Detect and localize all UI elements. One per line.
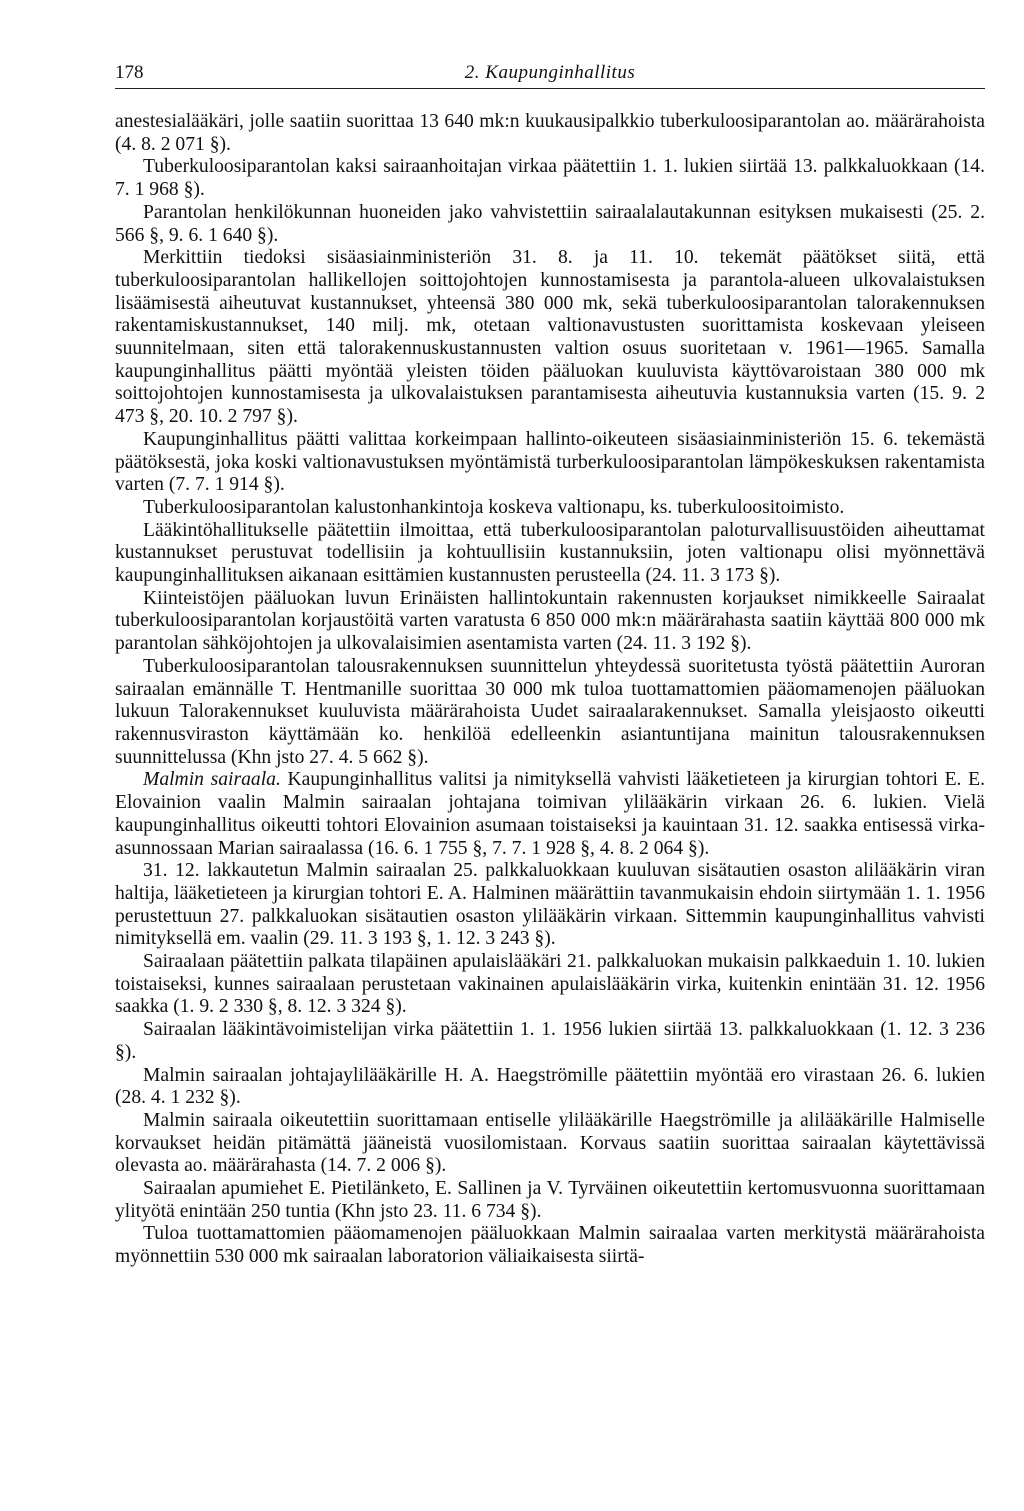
page-number: 178 bbox=[115, 62, 144, 83]
body-text bbox=[115, 111, 985, 1269]
section-heading: Malmin sairaala. bbox=[143, 769, 281, 791]
header-rule bbox=[115, 88, 985, 89]
paragraph: Merkittiin tiedoksi sisäasiainministeriön 31. 8. ja 11. 10. tekemät päätökset siitä, että tuberkuloosiparantolan hallikellojen soittojohtojen kunnostamisesta ja parantola-alueen ulkovalaistuksen lisäämisestä aiheutuvat kustannukset, yhteensä 380 000 mk, sekä tuberkuloosiparantolan talorakennuksen rakentamiskustannukset, 140 milj. mk, otetaan valtionavustusten suorittamista koskevaan yleiseen suunnitelmaan, siten että talorakennuskustannusten valtion osuus suoritetaan v. 1961—1965. Samalla kaupunginhallitus päätti myöntää yleisten töiden pääluokan kuuluvista käyttövaroistaan 380 000 mk soittojohtojen kunnostamisesta ja ulkovalaistuksen parantamisesta aiheutuvia kustannuksia varten (15. 9. 2 473 §, 20. 10. 2 797 §). bbox=[115, 247, 985, 428]
paragraph: Tuberkuloosiparantolan kaksi sairaanhoitajan virkaa päätettiin 1. 1. lukien siirtää 13. palkkaluokkaan (14. 7. 1 968 §). bbox=[115, 156, 985, 201]
paragraph: Parantolan henkilökunnan huoneiden jako vahvistettiin sairaalalautakunnan esityksen mukaisesti (25. 2. 566 §, 9. 6. 1 640 §). bbox=[115, 201, 985, 246]
paragraph: anestesialääkäri, jolle saatiin suorittaa 13 640 mk:n kuukausipalkkio tuberkuloosiparantolan ao. määrärahoista (4. 8. 2 071 §). bbox=[115, 111, 985, 155]
paragraph: Malmin sairaala oikeutettiin suorittamaan entiselle ylilääkärille Haegströmille ja alilääkärille Halmiselle korvaukset heidän pitämättä jääneistä vuosilomistaan. Korvaus saatiin suorittaa sairaalan käytettävissä olevasta ao. määrärahasta (14. 7. 2 006 §). bbox=[115, 1109, 985, 1177]
page-header bbox=[115, 62, 985, 88]
paragraph: Tuberkuloosiparantolan talousrakennuksen suunnittelun yhteydessä suoritetusta työstä päätettiin Auroran sairaalan emännälle T. Hentmanille suorittaa 30 000 mk tuloa tuottamattomien pääomamenojen pääluokan lukuun Talorakennukset kuuluvista määrärahoista Uudet sairaalarakennukset. Samalla yleisjaosto oikeutti rakennusviraston käyttämään ko. henkilöä edelleenkin asiantuntijana mainitun talousrakennuksen suunnittelussa (Khn jsto 27. 4. 5 662 §). bbox=[115, 655, 985, 768]
paragraph: Sairaalan lääkintävoimistelijan virka päätettiin 1. 1. 1956 lukien siirtää 13. palkkaluokkaan (1. 12. 3 236 §). bbox=[115, 1019, 985, 1063]
paragraph: Tuberkuloosiparantolan kalustonhankintoja koskeva valtionapu, ks. tuberkuloositoimisto. bbox=[143, 496, 845, 518]
paragraph: Malmin sairaalan johtajaylilääkärille H. A. Haegströmille päätettiin myöntää ero virastaan 26. 6. lukien (28. 4. 1 232 §). bbox=[115, 1064, 985, 1109]
running-head: 2. Kaupunginhallitus bbox=[464, 62, 636, 83]
paragraph-text: Kaupunginhallitus valitsi ja nimityksellä vahvisti lääketieteen ja kirurgian tohtori E. E. Elovainion vaalin Malmin sairaalan johtajana toimivan ylilääkärin virkaan 26. 6. lukien. Vielä kaupunginhallitus oikeutti tohtori Elovainion asumaan toistaiseksi ja kauintaan 31. 12. saakka entisessä virka-asunnossaan Marian sairaalassa (16. 6. 1 755 §, 7. 7. 1 928 §, 4. 8. 2 064 §). bbox=[115, 769, 985, 859]
paragraph: 31. 12. lakkautetun Malmin sairaalan 25. palkkaluokkaan kuuluvan sisätautien osaston alilääkärin viran haltija, lääketieteen ja kirurgian tohtori E. A. Halminen määrättiin tavanmukaisin ehdoin siirtymään 1. 1. 1956 perustettuun 27. palkkaluokan sisätautien osaston ylilääkärin virkaan. Sittemmin kaupunginhallitus vahvisti nimityksellä em. vaalin (29. 11. 3 193 §, 1. 12. 3 243 §). bbox=[115, 860, 985, 950]
paragraph: Kiinteistöjen pääluokan luvun Erinäisten hallintokuntain rakennusten korjaukset nimikkeelle Sairaalat tuberkuloosiparantolan korjaustöitä varten varatusta 6 850 000 mk:n määrärahasta saatiin käyttää 800 000 mk parantolan sähköjohtojen ja ulkovalaisimien asentamista varten (24. 11. 3 192 §). bbox=[115, 587, 985, 655]
paragraph: Lääkintöhallitukselle päätettiin ilmoittaa, että tuberkuloosiparantolan paloturvallisuustöiden aiheuttamat kustannukset perustuvat todellisiin ja kohtuullisiin kustannuksiin, joten valtionapu olisi myönnettävä kaupunginhallituksen aikanaan esittämien kustannusten perusteella (24. 11. 3 173 §). bbox=[115, 519, 985, 587]
paragraph: Sairaalaan päätettiin palkata tilapäinen apulaislääkäri 21. palkkaluokan mukaisin palkkaeduin 1. 10. lukien toistaiseksi, kunnes sairaalaan perustetaan vakinainen apulaislääkärin virka, kuitenkin enintään 31. 12. 1956 saakka (1. 9. 2 330 §, 8. 12. 3 324 §). bbox=[115, 951, 985, 1018]
paragraph: Tuloa tuottamattomien pääomamenojen pääluokkaan Malmin sairaalaa varten merkitystä määrärahoista myönnettiin 530 000 mk sairaalan laboratorion väliaikaisesta siirtä- bbox=[115, 1223, 985, 1268]
section-paragraph bbox=[115, 769, 985, 860]
paragraph: Kaupunginhallitus päätti valittaa korkeimpaan hallinto-oikeuteen sisäasiainministeriön 15. 6. tekemästä päätöksestä, joka koski valtionavustuksen myöntämistä turberkuloosiparantolan lämpökeskuksen rakentamista varten (7. 7. 1 914 §). bbox=[115, 428, 985, 496]
paragraph: Sairaalan apumiehet E. Pietilänketo, E. Sallinen ja V. Tyrväinen oikeutettiin kertomusvuonna suorittamaan ylityötä enintään 250 tuntia (Khn jsto 23. 11. 6 734 §). bbox=[115, 1178, 985, 1222]
